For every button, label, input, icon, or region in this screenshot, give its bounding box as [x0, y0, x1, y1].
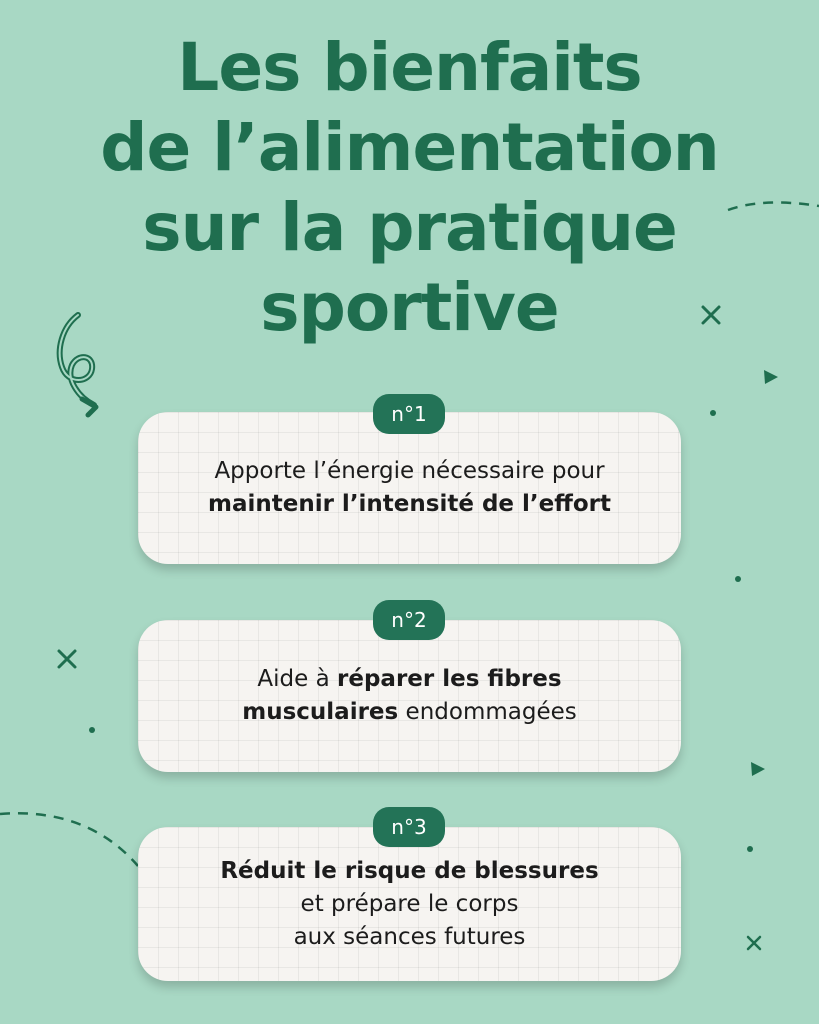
title-line-3: sur la pratique	[142, 189, 677, 266]
card-1-line-2	[208, 488, 611, 521]
badge-3: n°3	[373, 807, 445, 847]
curly-arrow-icon	[48, 305, 118, 420]
card-1-bold: maintenir l’intensité de l’effort	[207, 491, 612, 517]
badge-2: n°2	[373, 600, 445, 640]
title-line-4: sportive	[260, 269, 559, 346]
card-3-line-1	[220, 855, 598, 888]
cross-icon	[700, 304, 722, 326]
benefit-card-1	[138, 412, 681, 564]
card-3-line-2: et prépare le corps	[300, 890, 519, 917]
benefit-card-2	[138, 620, 681, 772]
dot-icon	[88, 726, 96, 734]
dot-icon	[746, 845, 754, 853]
dot-icon	[734, 575, 742, 583]
title-line-2: de l’alimentation	[100, 109, 719, 186]
card-2-bold-b: musculaires	[242, 699, 399, 725]
title-line-1: Les bienfaits	[177, 29, 642, 106]
card-3-line-3: aux séances futures	[293, 923, 526, 950]
cross-icon	[56, 648, 78, 670]
card-2-line-1	[257, 663, 561, 696]
benefit-card-3	[138, 827, 681, 981]
card-1-line-1: Apporte l’énergie nécessaire pour	[214, 458, 605, 484]
card-2-text-b: endommagées	[398, 699, 577, 725]
page-title	[0, 28, 819, 348]
triangle-icon	[762, 368, 780, 386]
dot-icon	[709, 409, 717, 417]
triangle-icon	[749, 760, 767, 778]
card-2-bold-a: réparer les fibres	[337, 666, 562, 692]
card-2-line-2	[242, 696, 576, 729]
dashed-curve-icon	[0, 800, 150, 880]
badge-1: n°1	[373, 394, 445, 434]
cross-icon	[746, 935, 762, 951]
dashed-curve-icon	[720, 190, 819, 230]
card-2-text-a: Aide à	[257, 666, 338, 692]
card-3-bold: Réduit le risque de blessures	[220, 857, 599, 884]
